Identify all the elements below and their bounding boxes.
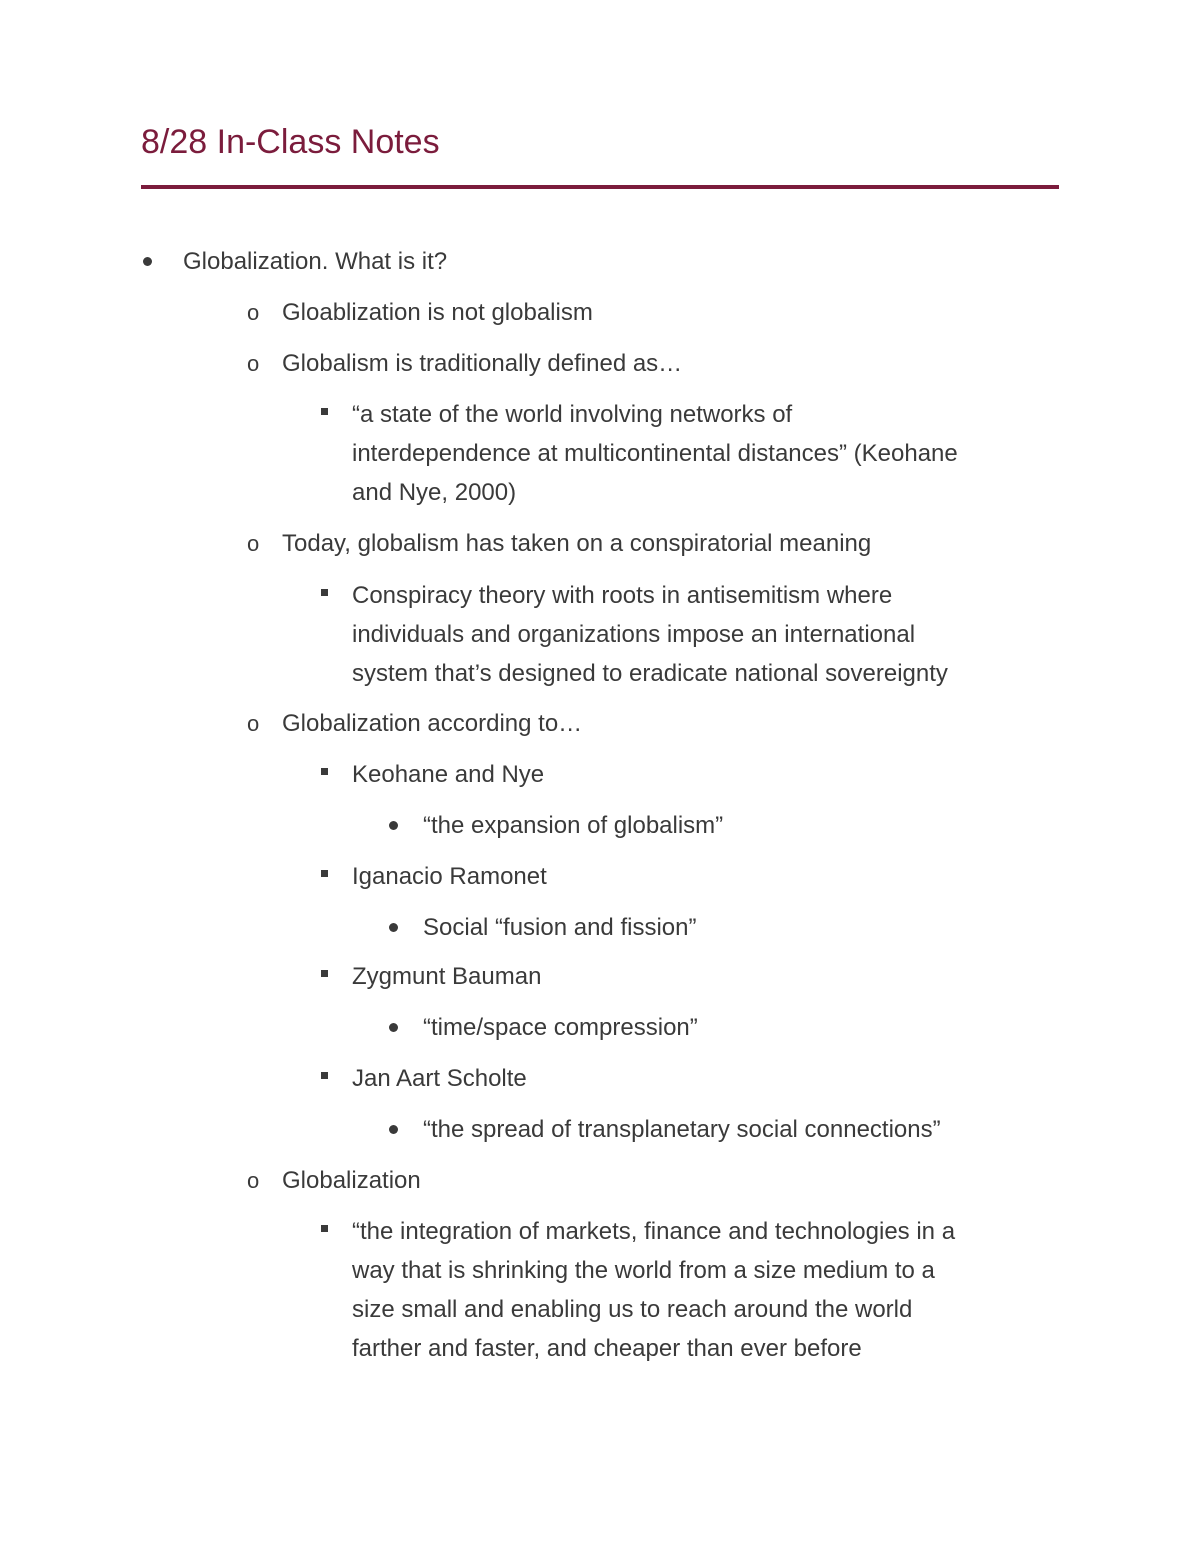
list-item-level4: “the expansion of globalism” [423, 812, 724, 839]
title-underline [141, 185, 1059, 189]
list-item-level3-continuation: farther and faster, and cheaper than ever before [352, 1335, 862, 1362]
list-item-level1: Globalization. What is it? [183, 248, 448, 275]
bullet-square [321, 408, 328, 415]
bullet-circle: o [247, 1168, 260, 1193]
list-item-level3-continuation: individuals and organizations impose an international [352, 621, 916, 648]
list-item-level2: Today, globalism has taken on a conspiratorial meaning [282, 530, 872, 557]
list-item-level2: Globalism is traditionally defined as… [282, 350, 683, 377]
bullet-square [321, 870, 328, 877]
list-item-level3: “the integration of markets, finance and technologies in a [352, 1218, 956, 1245]
page-title: 8/28 In-Class Notes [141, 123, 440, 161]
list-item-level3: Conspiracy theory with roots in antisemitism where [352, 582, 893, 609]
bullet-dot [389, 1125, 398, 1134]
list-item-level4: Social “fusion and fission” [423, 914, 697, 941]
list-item-level2: Gloablization is not globalism [282, 299, 593, 326]
list-item-level2: Globalization according to… [282, 710, 583, 737]
bullet-circle: o [247, 300, 260, 325]
bullet-square [321, 970, 328, 977]
list-item-level3-continuation: way that is shrinking the world from a size medium to a [352, 1257, 935, 1284]
list-item-level2: Globalization [282, 1167, 421, 1194]
list-item-level3: Iganacio Ramonet [352, 863, 547, 890]
bullet-square [321, 768, 328, 775]
list-item-level3-continuation: system that’s designed to eradicate national sovereignty [352, 660, 948, 687]
list-item-level4: “the spread of transplanetary social connections” [423, 1116, 941, 1143]
bullet-circle: o [247, 711, 260, 736]
bullet-dot [389, 923, 398, 932]
list-item-level3: Jan Aart Scholte [352, 1065, 527, 1092]
bullet-circle: o [247, 351, 260, 376]
list-item-level3: Zygmunt Bauman [352, 963, 542, 990]
bullet-circle: o [247, 531, 260, 556]
list-item-level4: “time/space compression” [423, 1014, 698, 1041]
bullet-dot [389, 821, 398, 830]
bullet-square [321, 1225, 328, 1232]
bullet-dot [389, 1023, 398, 1032]
list-item-level3: Keohane and Nye [352, 761, 545, 788]
bullet-dot [143, 257, 152, 266]
bullet-square [321, 1072, 328, 1079]
bullet-square [321, 589, 328, 596]
list-item-level3-continuation: interdependence at multicontinental distances” (Keohane [352, 440, 958, 467]
list-item-level3-continuation: size small and enabling us to reach around the world [352, 1296, 913, 1323]
list-item-level3-continuation: and Nye, 2000) [352, 479, 517, 506]
list-item-level3: “a state of the world involving networks of [352, 401, 793, 428]
